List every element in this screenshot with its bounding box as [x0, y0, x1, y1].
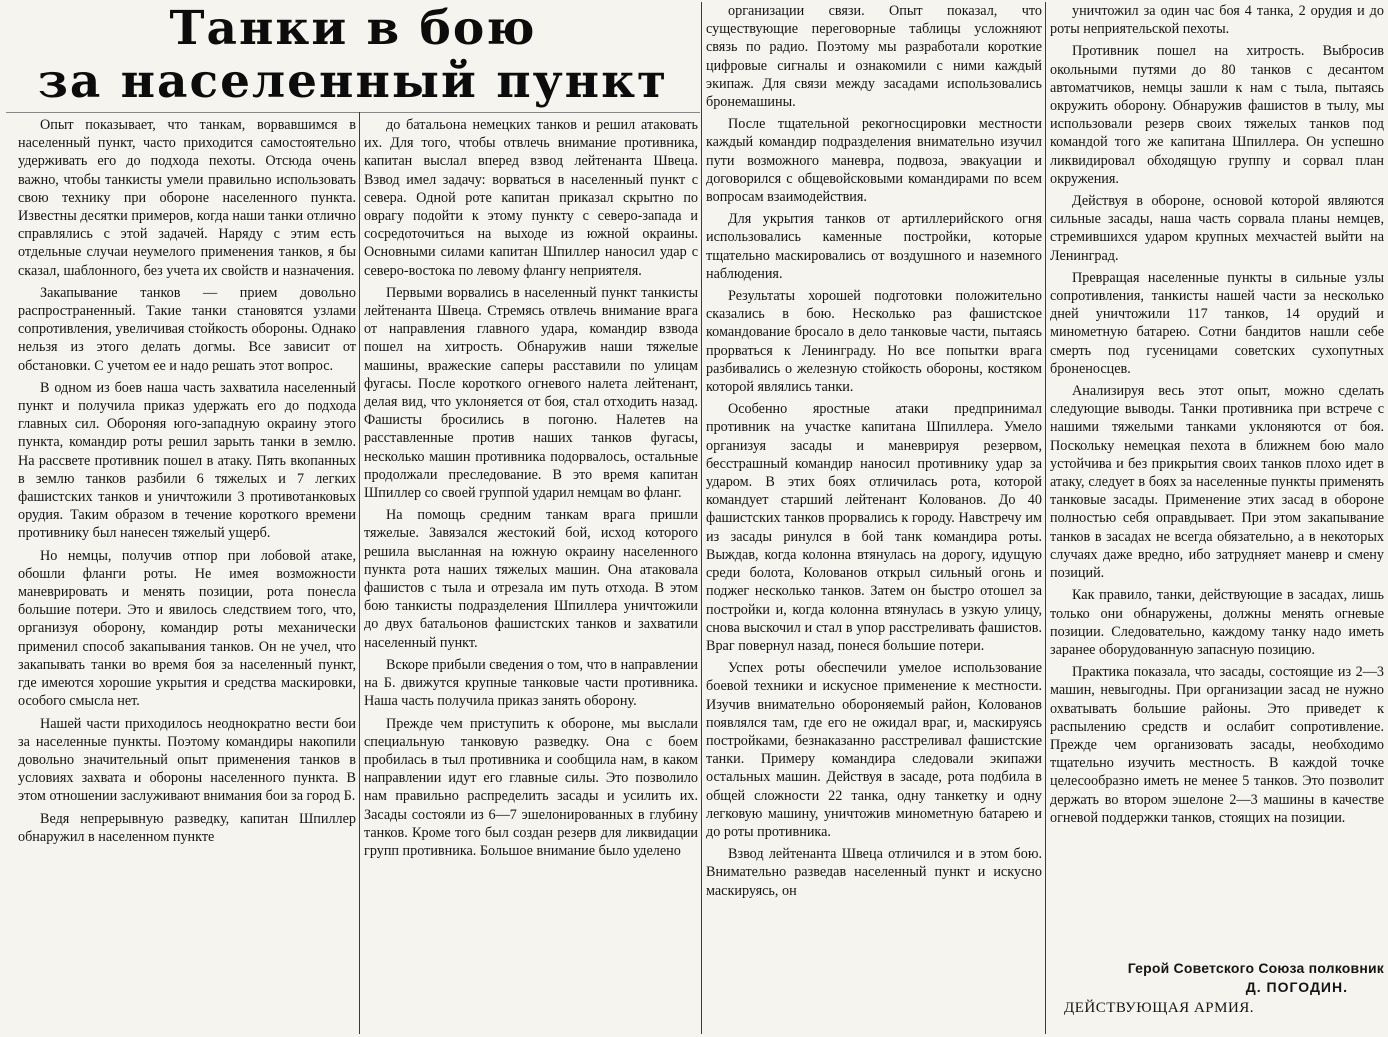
- column-1: [18, 116, 356, 1034]
- article-paragraph: Но немцы, получив отпор при лобовой атаке, обошли фланги роты. Не имея возможности маневрировать и менять позиции, рота понесла большие потери. Это и явилось следствием того, что, организуя оборону, командир роты механически применил способ закапывания танков. Он не учел, что закапывать танки во время боя за населенный пункт, где имеются хорошие укрытия и средства маскировки, особого смысла нет.: [18, 547, 356, 710]
- column-4: [1050, 2, 1384, 1034]
- headline-line-1: Танки в бою: [169, 1, 537, 56]
- article-paragraph: Вскоре прибыли сведения о том, что в направлении на Б. движутся крупные танковые части противника. Наша часть получила приказ занять оборону.: [364, 656, 698, 710]
- article-paragraph: Закапывание танков — прием довольно распространенный. Такие танки становятся узлами сопротивления, увеличивая стойкость обороны. Однако нельзя из этого делать догмы. Все зависит от обстановки. С учетом ее и надо решать этот вопрос.: [18, 284, 356, 374]
- column-divider-1: [359, 112, 360, 1034]
- article-paragraph: уничтожил за один час боя 4 танка, 2 орудия и до роты неприятельской пехоты.: [1050, 3, 1384, 38]
- column-divider-3: [1045, 2, 1046, 1034]
- article-paragraph: организации связи. Опыт показал, что существующие переговорные таблицы усложняют связь по радио. Поэтому мы разработали короткие цифровые сигналы и ознакомили с ними каждый экипаж. Для связи между засадами использовались бронемашины.: [706, 3, 1042, 111]
- article-paragraph: Как правило, танки, действующие в засадах, лишь только они обнаружены, должны менять огневые позиции. Следовательно, каждому танку надо иметь заранее оборудованную запасную позицию.: [1050, 587, 1384, 658]
- article-paragraph: Нашей части приходилось неоднократно вести бои за населенные пункты. Поэтому командиры накопили довольно значительный опыт применения танков в условиях захвата и обороны населенного пункта. В этом отношении заслуживают внимания бои за город Б.: [18, 715, 356, 805]
- article-paragraph: Действуя в обороне, основой которой являются сильные засады, наша часть сорвала планы немцев, стремившихся ударом крупных мехчастей выйти на Ленинград.: [1050, 193, 1384, 264]
- article-paragraph: Ведя непрерывную разведку, капитан Шпиллер обнаружил в населенном пункте: [18, 810, 356, 845]
- article-paragraph: до батальона немецких танков и решил атаковать их. Для того, чтобы отвлечь внимание противника, капитан выслал вперед взвод лейтенанта Швеца. Взвод имел задачу: ворваться в населенный пункт с севера. Одной роте капитан приказал скрытно по оврагу подойти к этому пункту с северо-запада и сосредоточиться на выходе из южной окраины. Основными силами капитан Шпиллер наносил удар с северо-востока по левому флангу неприятеля.: [364, 117, 698, 279]
- article-paragraph: Особенно яростные атаки предпринимал противник на участке капитана Шпиллера. Умело организуя засады и маневрируя резервом, бесстрашный командир наносил противнику удар за ударом. В этих боях отличилась рота, которой командует старший лейтенант Колованов. До 40 фашистских танков прорвались к городу. Навстречу им из засады ринулся в бой танк командира роты. Выждав, когда колонна втянулась на дорогу, идущую среди болота, Колованов открыл сильный огонь и поджег несколько танков. Затем он быстро отошел за постройки и, когда колонна втянулась в узкую улицу, снова выскочил и стал в упор расстреливать фашистов. Враг повернул назад, понеся большие потери.: [706, 401, 1042, 654]
- article-paragraph: Опыт показывает, что танкам, ворвавшимся в населенный пункт, часто приходится самостоятельно удерживать его до подхода пехоты. Отсюда очень важно, чтобы танкисты умели правильно использовать свою технику при обороне населенного пункта. Известны десятки примеров, когда наши танки отлично справлялись с этой задачей. Наряду с этим есть отдельные случаи неумелого применения танков, я бы сказал, шаблонного, без учета их свойств и назначения.: [18, 117, 356, 279]
- article-paragraph: После тщательной рекогносцировки местности каждый командир подразделения внимательно изучил пути возможного маневра, подвоза, эвакуации и договорился с общевойсковыми командирами по всем вопросам взаимодействия.: [706, 116, 1042, 206]
- article-paragraph: Первыми ворвались в населенный пункт танкисты лейтенанта Швеца. Стремясь отвлечь внимание врага от направления главного удара, командир взвода пошел на хитрость. Обнаружив наши тяжелые машины, вражеские саперы расставили по улицам фугасы. После короткого огневого налета лейтенант, делая вид, что уклоняется от боя, стал отходить назад. Фашисты бросились в погоню. Налетев на расставленные против наших танков фугасы, несколько машин противника подорвалось, остальные продолжали преследование. В это время капитан Шпиллер со своей группой ударил немцам во фланг.: [364, 284, 698, 502]
- article-paragraph: На помощь средним танкам врага пришли тяжелые. Завязался жестокий бой, исход которого решила высланная на южную окраину населенного пункта рота наших тяжелых машин. Она атаковала фашистов с тыла и отрезала им путь отхода. В этом бою танкисты подразделения Шпиллера уничтожили до двух батальонов фашистских танков и захватили населенный пункт.: [364, 507, 698, 651]
- column-3: [706, 2, 1042, 1034]
- article-paragraph: Анализируя весь этот опыт, можно сделать следующие выводы. Танки противника при встрече с нашими тяжелыми танками уклоняются от боя. Поскольку немецкая пехота в ближнем бою мало устойчива и без прикрытия своих танков плохо идет в атаку, следует в боях за населенные пункты применять танковые засады. Применение этих засад в обороне полностью себя оправдывает. При этом закапывание танков в засадах не всегда обязательно, а в некоторых случаях даже вредно, ибо затрудняет маневр и смену позиций.: [1050, 383, 1384, 582]
- column-2: [364, 116, 698, 1034]
- author-rank: Герой Советского Союза полковник: [1127, 960, 1384, 976]
- dateline-place: ДЕЙСТВУЮЩАЯ АРМИЯ.: [1064, 1000, 1255, 1016]
- headline-divider: [6, 112, 700, 113]
- article-paragraph: Противник пошел на хитрость. Выбросив окольными путями до 80 танков с десантом автоматчиков, немцы зашли к нам с тыла, пытаясь окружить оборону. Обнаружив фашистов в тылу, мы использовали резерв своих тяжелых танков под командой того же капитана Шпиллера. Он успешно ликвидировал обходящую группу и сорвал план окружения.: [1050, 43, 1384, 187]
- article-paragraph: В одном из боев наша часть захватила населенный пункт и получила приказ удержать его до подхода главных сил. Обороняя юго-западную окраину этого пункта, командир роты решил зарыть танки в землю. На рассвете противник пошел в атаку. Пять вкопанных в землю танков разбили 6 тяжелых и 7 легких фашистских танков и уничтожили 3 противотанковых орудия. Таким образом в течение короткого времени противнику был нанесен тяжелый ущерб.: [18, 379, 356, 542]
- article-paragraph: Успех роты обеспечили умелое использование боевой техники и искусное применение к местности. Изучив внимательно обороняемый район, Колованов появлялся там, где его не ожидал враг, и, маскируясь постройками, безнаказанно расстреливал фашистские танки. Примеру командира следовали экипажи остальных машин. Действуя в засаде, рота подбила в общей сложности 22 танка, одну танкетку и одну легковую машину, уничтожив минометную батарею и до роты противника.: [706, 660, 1042, 840]
- article-paragraph: Результаты хорошей подготовки положительно сказались в бою. Несколько раз фашистское командование бросало в дело танковые части, пытаясь прорваться к Ленинграду. Но все попытки врага разбивались о железную стойкость обороны, костяком которой являлись танки.: [706, 288, 1042, 396]
- column-divider-2: [701, 2, 702, 1034]
- article-paragraph: Взвод лейтенанта Швеца отличился и в этом бою. Внимательно разведав населенный пункт и искусно маскируясь, он: [706, 846, 1042, 899]
- headline-line-2: за населенный пункт: [37, 54, 669, 109]
- article-paragraph: Практика показала, что засады, состоящие из 2—3 машин, невыгодны. При организации засад не нужно охватывать большие районы. Это приведет к распылению средств и ослабит сопротивление. Прежде чем организовать засады, необходимо тщательно изучить местность. В каждой точке целесообразно иметь не менее 5 танков. Это позволит держать во втором эшелоне 2—3 машины в качестве огневой поддержки танков, стоящих на позиции.: [1050, 664, 1384, 826]
- article-paragraph: Для укрытия танков от артиллерийского огня использовались каменные постройки, которые тщательно маскировались от воздушного и наземного наблюдения.: [706, 211, 1042, 282]
- article-headline: [6, 2, 700, 114]
- article-paragraph: Превращая населенные пункты в сильные узлы сопротивления, танкисты нашей части за несколько дней уничтожили 117 танков, 14 орудий и минометную батарею. Сотни бандитов нашли себе смерть под гусеницами советских сухопутных броненосцев.: [1050, 269, 1384, 377]
- author-name: Д. ПОГОДИН.: [1245, 979, 1348, 995]
- article-paragraph: Прежде чем приступить к обороне, мы выслали специальную танковую разведку. Она с боем пробилась в тыл противника и сообщила нам, в каком направлении идут его главные силы. Это позволило нам правильно распределить засады и усилить их. Засады состояли из 6—7 эшелонированных в глубину танков. Кроме того был создан резерв для ликвидации групп противника. Большое внимание было уделено: [364, 715, 698, 859]
